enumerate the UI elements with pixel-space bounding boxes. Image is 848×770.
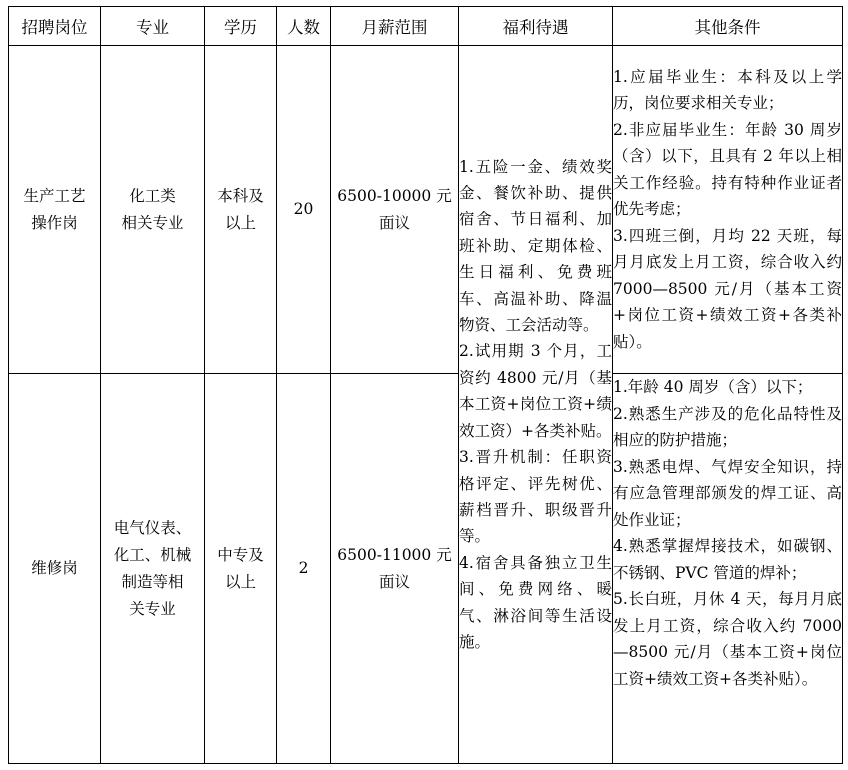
header-count: 人数	[277, 7, 331, 46]
benefits-cell	[459, 46, 613, 764]
conditions-cell	[613, 374, 843, 764]
count-cell: 2	[277, 374, 331, 764]
condition-item: 3.熟悉电焊、气焊安全知识，持有应急管理部颁发的焊工证、高处作业证；	[613, 457, 842, 529]
header-benefits: 福利待遇	[459, 7, 613, 46]
recruitment-table	[8, 6, 843, 764]
header-position: 招聘岗位	[9, 7, 101, 46]
condition-item: 1.应届毕业生：本科及以上学历，岗位要求相关专业；	[613, 67, 842, 113]
count-cell: 20	[277, 46, 331, 374]
benefit-item: 1.五险一金、绩效奖金、餐饮补助、提供宿舍、节日福利、加班补助、定期体检、生日福利、免费班车、高温补助、降温物资、工会活动等。	[459, 157, 612, 335]
education-cell: 本科及 以上	[205, 46, 277, 374]
salary-cell: 6500-10000 元 面议	[331, 46, 459, 374]
position-cell: 生产工艺 操作岗	[9, 46, 101, 374]
condition-item: 5.长白班，月休 4 天，每月月底发上月工资，综合收入约 7000—8500 元/月（基本工资+岗位工资+绩效工资+各类补贴）。	[613, 590, 842, 688]
major-cell: 电气仪表、 化工、机械 制造等相 关专业	[101, 374, 205, 764]
conditions-cell	[613, 46, 843, 374]
condition-item: 2.非应届毕业生：年龄 30 周岁（含）以下，且具有 2 年以上相关工作经验。持有特种作业证者优先考虑；	[613, 120, 842, 219]
benefit-item: 4.宿舍具备独立卫生间、免费网络、暖气、淋浴间等生活设施。	[459, 553, 612, 651]
position-cell: 维修岗	[9, 374, 101, 764]
condition-item: 2.熟悉生产涉及的危化品特性及相应的防护措施；	[613, 404, 842, 449]
major-cell: 化工类 相关专业	[101, 46, 205, 374]
header-major: 专业	[101, 7, 205, 46]
header-salary: 月薪范围	[331, 7, 459, 46]
header-row	[9, 7, 843, 46]
header-conditions: 其他条件	[613, 7, 843, 46]
benefit-item: 3.晋升机制：任职资格评定、评先树优、薪档晋升、职级晋升等。	[459, 448, 612, 546]
education-cell: 中专及 以上	[205, 374, 277, 764]
condition-item: 4.熟悉掌握焊接技术，如碳钢、不锈钢、PVC 管道的焊补；	[613, 537, 842, 582]
benefit-item: 2.试用期 3 个月，工资约 4800 元/月（基本工资+岗位工资+绩效工资）+各类补贴。	[459, 342, 612, 440]
header-education: 学历	[205, 7, 277, 46]
table-row	[9, 46, 843, 374]
salary-cell: 6500-11000 元 面议	[331, 374, 459, 764]
condition-item: 1.年龄 40 周岁（含）以下；	[613, 378, 813, 396]
condition-item: 3.四班三倒，月均 22 天班，每月月底发上月工资，综合收入约 7000—8500 元/月（基本工资+岗位工资+绩效工资+各类补贴）。	[613, 226, 842, 351]
table-row	[9, 374, 843, 764]
